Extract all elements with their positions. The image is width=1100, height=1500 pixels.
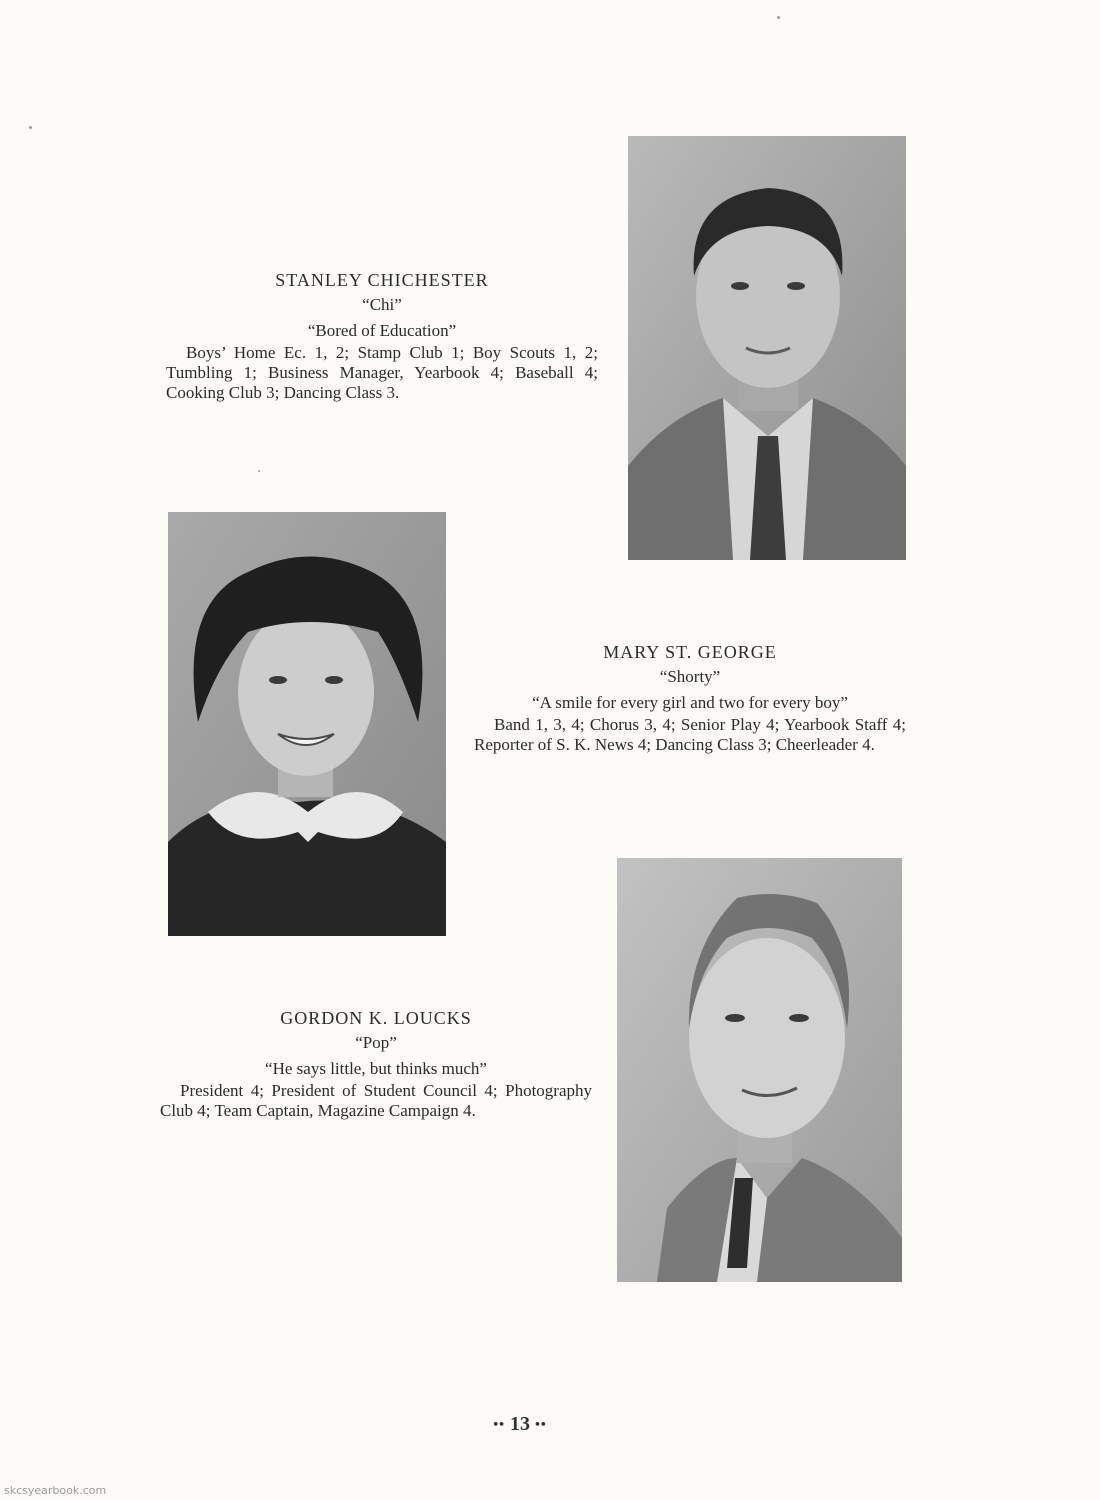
entry-stgeorge — [474, 642, 906, 755]
page-number-ornament-right: •• — [535, 1417, 547, 1433]
student-activities: Boys’ Home Ec. 1, 2; Stamp Club 1; Boy Scouts 1, 2; Tumbling 1; Business Manager, Yearbook 4; Baseball 4; Cooking Club 3; Dancing Class 3. — [166, 343, 598, 402]
student-nickname: “Shorty” — [659, 667, 721, 686]
page-number-ornament-left: •• — [493, 1417, 505, 1433]
paper-speck — [777, 16, 780, 19]
student-motto: “A smile for every girl and two for every boy” — [532, 693, 848, 712]
entry-chichester — [166, 270, 598, 403]
entry-loucks — [160, 1008, 592, 1121]
portrait-photo-stgeorge — [168, 512, 446, 936]
student-motto: “Bored of Education” — [307, 321, 457, 340]
site-watermark: skcsyearbook.com — [4, 1484, 107, 1497]
student-nickname: “Pop” — [355, 1033, 397, 1052]
student-motto: “He says little, but thinks much” — [265, 1059, 487, 1078]
paper-speck — [258, 470, 260, 472]
page-number — [0, 1413, 1040, 1436]
student-activities: Band 1, 3, 4; Chorus 3, 4; Senior Play 4; Yearbook Staff 4; Reporter of S. K. News 4; Dancing Class 3; Cheerleader 4. — [474, 715, 906, 754]
student-name: STANLEY CHICHESTER — [275, 270, 489, 290]
student-nickname: “Chi” — [362, 295, 402, 314]
portrait-photo-loucks — [617, 858, 902, 1282]
student-name: MARY ST. GEORGE — [603, 642, 777, 662]
student-name: GORDON K. LOUCKS — [280, 1008, 472, 1028]
paper-speck — [29, 126, 32, 129]
page-number-value: 13 — [510, 1413, 530, 1435]
portrait-photo-chichester — [628, 136, 906, 560]
student-activities: President 4; President of Student Council 4; Photography Club 4; Team Captain, Magazine Campaign 4. — [160, 1081, 592, 1120]
